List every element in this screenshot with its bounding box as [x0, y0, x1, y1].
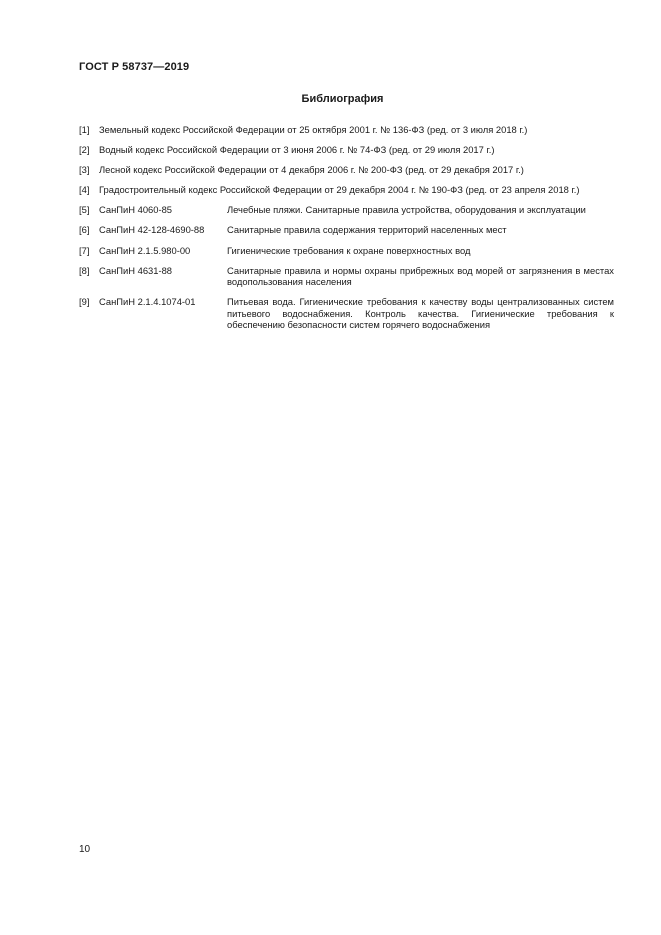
- entry-description: Гигиенические требования к охране поверхностных вод: [227, 244, 471, 256]
- entry-code: СанПиН 2.1.4.1074-01: [99, 296, 196, 308]
- bibliography-title: Библиография: [301, 93, 384, 105]
- entry-text: Градостроительный кодекс Российской Федерации от 29 декабря 2004 г. № 190-ФЗ (ред. от 23 апреля 2018 г.): [99, 184, 580, 196]
- bibliography-entry: [79, 224, 614, 236]
- entry-description: Питьевая вода. Гигиенические требования к качеству воды централизованных систем питьевого водоснабжения. Контроль качества. Гигиенические требования к обеспечению безопасности систем горячего водоснабжения: [227, 296, 614, 331]
- entry-description: Санитарные правила и нормы охраны прибрежных вод морей от загрязнения в местах водопользования населения: [227, 264, 614, 288]
- entry-number: [4]: [79, 184, 90, 196]
- entry-number: [8]: [79, 264, 90, 276]
- entry-text: Водный кодекс Российской Федерации от 3 июня 2006 г. № 74-ФЗ (ред. от 29 июля 2017 г.): [99, 144, 495, 156]
- bibliography-entry: [79, 124, 614, 136]
- bibliography-entry: [79, 144, 614, 156]
- bibliography-entry: [79, 245, 614, 257]
- entry-number: [7]: [79, 244, 90, 256]
- document-standard-header: ГОСТ Р 58737—2019: [79, 61, 190, 73]
- entry-number: [1]: [79, 124, 90, 135]
- page-number: 10: [79, 844, 91, 855]
- bibliography-entry: [79, 265, 614, 288]
- entry-number: [5]: [79, 204, 90, 216]
- entry-code: СанПиН 4060-85: [99, 204, 173, 216]
- entry-code: СанПиН 2.1.5.980-00: [99, 244, 191, 256]
- bibliography-entry: [79, 296, 614, 331]
- entry-text: Лесной кодекс Российской Федерации от 4 декабря 2006 г. № 200-ФЗ (ред. от 29 декабря 2017 г.): [99, 164, 524, 176]
- entry-code: СанПиН 42-128-4690-88: [99, 224, 205, 236]
- bibliography-entry: [79, 184, 614, 196]
- entry-code: СанПиН 4631-88: [99, 264, 173, 276]
- entry-number: [3]: [79, 164, 90, 176]
- entry-description: Санитарные правила содержания территорий населенных мест: [227, 224, 507, 236]
- entry-number: [2]: [79, 144, 90, 156]
- entry-number: [9]: [79, 296, 90, 308]
- entry-text: Земельный кодекс Российской Федерации от 25 октября 2001 г. № 136-ФЗ (ред. от 3 июля 2018 г.): [99, 124, 528, 135]
- bibliography-list: [79, 124, 614, 339]
- entry-description: Лечебные пляжи. Санитарные правила устройства, оборудования и эксплуатации: [227, 204, 586, 216]
- bibliography-entry: [79, 204, 614, 216]
- entry-number: [6]: [79, 224, 90, 236]
- bibliography-entry: [79, 164, 614, 176]
